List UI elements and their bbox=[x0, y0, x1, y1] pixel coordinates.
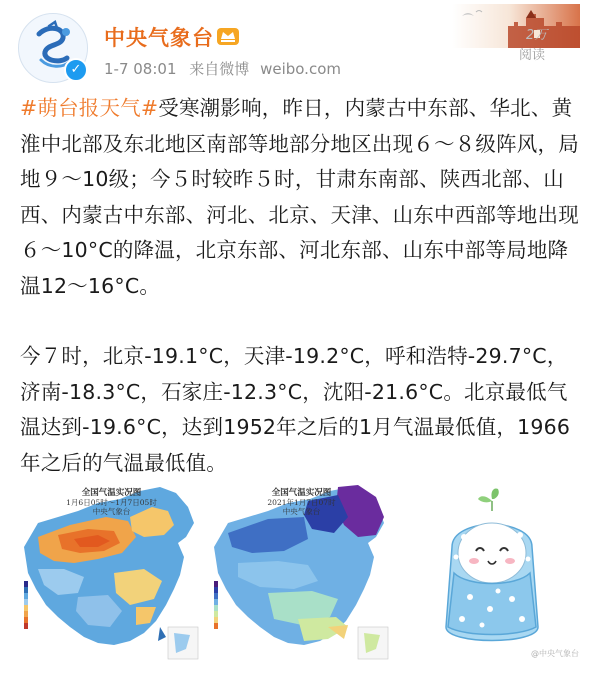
post-time: 1-7 08:01 bbox=[104, 60, 177, 78]
post-body bbox=[20, 91, 586, 481]
map1-title: 全国气温实况图 bbox=[81, 488, 142, 498]
map1-caption bbox=[18, 489, 205, 516]
vip-crown-icon[interactable] bbox=[216, 24, 240, 46]
post-paragraph-1 bbox=[20, 91, 586, 304]
map2-org: 中央气象台 bbox=[282, 507, 321, 516]
hashtag-link[interactable]: #萌台报天气# bbox=[20, 96, 159, 120]
post-source-link[interactable]: weibo.com bbox=[260, 60, 341, 78]
post-meta bbox=[104, 58, 341, 79]
map1-subtitle: 1月6日05时～1月7日05时 bbox=[66, 498, 157, 507]
post-source-label: 来自微博 bbox=[189, 60, 250, 78]
great-wall-banner-icon bbox=[452, 4, 580, 48]
temperature-observation-map-image[interactable] bbox=[208, 477, 395, 665]
post-header bbox=[0, 0, 600, 92]
image-grid bbox=[18, 477, 584, 665]
map2-title: 全国气温实况图 bbox=[271, 488, 332, 498]
map2-caption bbox=[208, 489, 395, 516]
sticker-image[interactable] bbox=[398, 477, 585, 665]
post-paragraph-1-text: 受寒潮影响，昨日，内蒙古中东部、华北、黄淮中北部及东北地区南部等地部分地区出现６～８级阵风，局地９～10级；今５时较昨５时，甘肃东南部、陕西北部、山西、内蒙古中东部、河北、北京、天津、山东中西部等地出现６～10°C的降温，北京东部、河北东部、山东中部等局地降温12～16°C。 bbox=[20, 96, 579, 298]
account-name[interactable]: 中央气象台 bbox=[104, 26, 214, 50]
temperature-change-map-image[interactable] bbox=[18, 477, 205, 665]
read-label: 阅读 bbox=[519, 48, 546, 63]
sticker-watermark: @中央气象台 bbox=[531, 649, 579, 658]
map2-subtitle: 2021年1月7日07时 bbox=[267, 498, 336, 507]
cold-mascot-blanket-icon bbox=[398, 477, 585, 665]
post-paragraph-2: 今７时，北京-19.1°C，天津-19.2°C，呼和浩特-29.7°C，济南-18.3°C，石家庄-12.3°C，沈阳-21.6°C。北京最低气温达到-19.6°C，达到1952年之后的1月气温最低值，1966年之后的气温最低值。 bbox=[20, 344, 571, 475]
verified-badge-icon: ✓ bbox=[64, 58, 88, 82]
map1-org: 中央气象台 bbox=[92, 507, 131, 516]
read-count: 2万 bbox=[526, 28, 548, 43]
